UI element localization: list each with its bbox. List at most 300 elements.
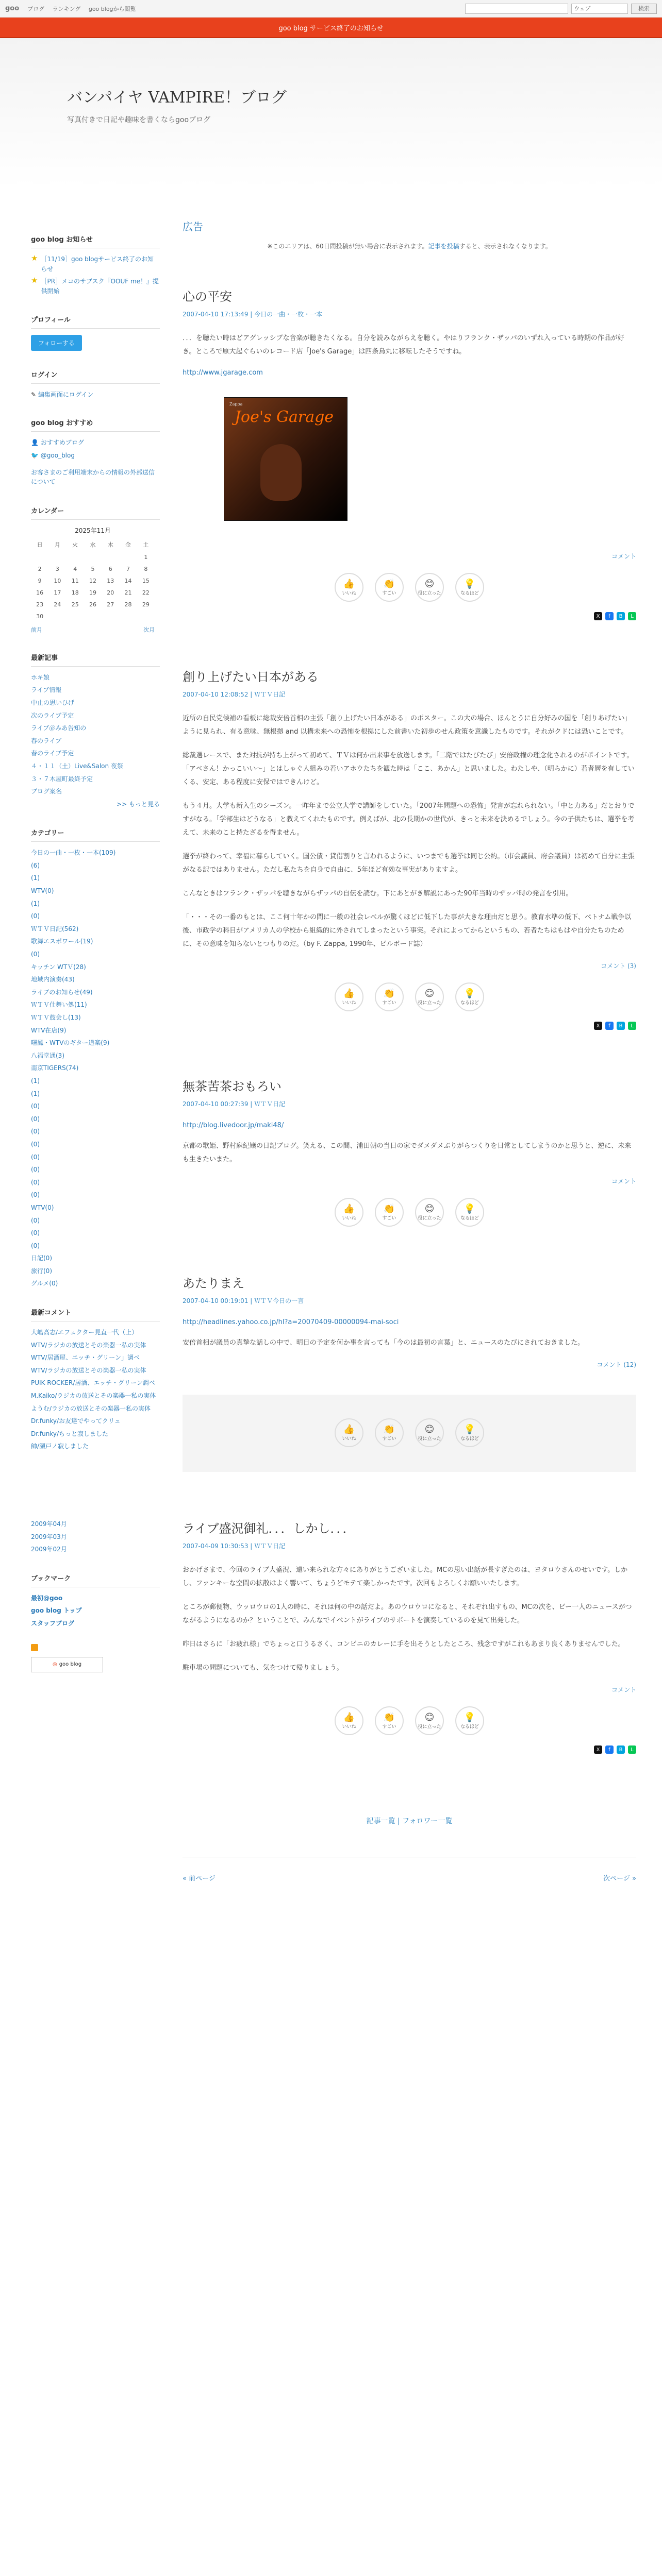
comment-link[interactable]: コメント (3): [601, 962, 636, 970]
reaction-great-button[interactable]: [375, 982, 404, 1011]
recent-item[interactable]: [31, 774, 160, 784]
category-link[interactable]: ライブのお知らせ(49): [31, 988, 93, 996]
pencil-icon: ✎: [31, 391, 38, 399]
comment-item[interactable]: [31, 1391, 160, 1401]
category-link[interactable]: 日記(0): [31, 1255, 52, 1262]
category-item[interactable]: [31, 1127, 160, 1137]
category-link[interactable]: 歌舞エスポワール(19): [31, 938, 93, 945]
category-item[interactable]: [31, 1101, 160, 1111]
login-row[interactable]: [31, 390, 160, 399]
share-buttons: [183, 1022, 636, 1030]
entry-title[interactable]: 心の平安: [183, 290, 232, 304]
recommend-item[interactable]: [31, 451, 160, 461]
calendar-day: 2: [38, 565, 42, 572]
calendar-day: 29: [142, 601, 150, 608]
comment-item[interactable]: [31, 1328, 160, 1337]
service-end-notice[interactable]: [0, 18, 662, 38]
category-item[interactable]: [31, 1253, 160, 1263]
recommend-link[interactable]: @goo_blog: [40, 451, 75, 459]
comment-link[interactable]: WTV/居酒屋、エッチ・グリーン」調べ: [31, 1354, 140, 1362]
entry-paragraph: 総裁選レースで、また対抗が持ち上がって初めて、ＴＶは何か出来事を放送します。「二階ではたびたび」安倍政権の理念化されるのがポイントです。「アベさん！かっこいい〜」とはしゃぐ人組みの若いアホウたちを観た時は「ここ、あかん」と思いました。わたしや、（明らかに）若者層を有していくる、安定、ある程度に安保ではできんけど。: [183, 752, 635, 786]
news-link[interactable]: ［11/19］goo blogサービス終了のお知らせ: [41, 256, 154, 273]
notice-text[interactable]: goo blog サービス終了のお知らせ: [278, 24, 384, 32]
bulb-icon: 💡: [464, 1712, 476, 1723]
login-heading: ログイン: [31, 369, 160, 384]
recent-link[interactable]: ライブ情報: [31, 686, 62, 694]
category-item[interactable]: [31, 1051, 160, 1061]
clap-icon: 👏: [383, 579, 395, 589]
recent-item[interactable]: [31, 698, 160, 708]
recent-item[interactable]: [31, 711, 160, 721]
news-item[interactable]: [31, 255, 160, 274]
recent-item[interactable]: [31, 673, 160, 683]
prev-page-link[interactable]: « 前ページ: [183, 1875, 216, 1883]
news-link[interactable]: ［PR］メコのサブスク『OOUF me！』提供開始: [41, 278, 159, 295]
entry-link[interactable]: http://www.jgarage.com: [183, 369, 263, 377]
reaction-label: いいね: [342, 1436, 356, 1442]
reaction-insight-button[interactable]: [455, 1198, 484, 1227]
calendar-next-link[interactable]: 次月: [143, 626, 155, 633]
reaction-useful-button[interactable]: [415, 1706, 444, 1735]
category-item[interactable]: [31, 1153, 160, 1162]
album-cover-image[interactable]: [224, 397, 347, 521]
calendar-day: 27: [107, 601, 114, 608]
reaction-great-button[interactable]: [375, 573, 404, 602]
recent-link[interactable]: ブログ案名: [31, 788, 62, 795]
category-link[interactable]: (0): [31, 1140, 40, 1148]
entry-meta[interactable]: 2007-04-10 17:13:49 | 今日の一曲・一枚・一本: [183, 311, 323, 318]
reaction-label: 役に立った: [418, 591, 441, 596]
calendar-day: [102, 551, 119, 563]
category-link[interactable]: (0): [31, 1229, 40, 1237]
entry-title[interactable]: ライブ盛況御礼．．．しかし．．．: [183, 1521, 355, 1536]
comment-link[interactable]: コメント: [611, 553, 636, 560]
top-nav-browse[interactable]: goo blogから閲覧: [88, 5, 136, 12]
category-link[interactable]: WTV(0): [31, 887, 54, 895]
x-share-icon[interactable]: X: [594, 1022, 602, 1030]
line-share-icon[interactable]: L: [628, 1745, 636, 1754]
category-link[interactable]: (0): [31, 1178, 40, 1186]
clap-icon: 👏: [383, 1204, 395, 1214]
recent-link[interactable]: ライブ＠みあ告知の: [31, 724, 87, 732]
category-link[interactable]: (0): [31, 1128, 40, 1136]
calendar-day: 14: [124, 577, 132, 584]
entry-meta[interactable]: 2007-04-10 12:08:52 | ＷＴＶ日記: [183, 691, 286, 698]
comment-link[interactable]: コメント: [611, 1178, 636, 1185]
entry-title[interactable]: あたりまえ: [183, 1276, 244, 1291]
facebook-share-icon[interactable]: f: [605, 1022, 614, 1030]
entry-paragraph: ．．．を聴たい時はどアグレッシブな音楽が聴きたくなる。自分を読みながらえを聴く。やはりフランク・ザッパのいずれ入っている時期の作品が好き。ところで原大起ぐらいのレコード店「Joe's Garage」は四条烏丸に移転したそうですね。: [183, 334, 624, 355]
ad-note-prefix: ※このエリアは、60日間投稿が無い場合に表示されます。: [267, 243, 428, 250]
category-link[interactable]: 地域内演奏(43): [31, 976, 75, 984]
calendar-day: 10: [54, 577, 61, 584]
reaction-label: いいね: [342, 591, 356, 596]
entry-paragraph: おかげさまで、今回のライブ大盛況、遠い来られな方々にありがとうございました。MCの思い出話が長すぎたのは、ヨタロウさんのせいです。しかし、ファンキーな空間の拡散はよく響いて、ちょうどモテて楽しかったです。次回もよろしくお願いいたします。: [183, 1566, 628, 1587]
comment-item[interactable]: [31, 1404, 160, 1414]
comment-link[interactable]: WTV/ラジカの放送とその楽器一私の実体: [31, 1366, 146, 1374]
category-link[interactable]: (0): [31, 1216, 40, 1224]
category-item[interactable]: [31, 861, 160, 871]
entry-link[interactable]: http://headlines.yahoo.co.jp/hl?a=20070409-00000094-mai-soci: [183, 1318, 399, 1326]
calendar-day: 30: [36, 613, 44, 620]
category-link[interactable]: (6): [31, 861, 40, 869]
category-item[interactable]: [31, 911, 160, 921]
calendar-day: [48, 551, 66, 563]
reaction-insight-button[interactable]: [455, 573, 484, 602]
calendar-day: 25: [71, 601, 79, 608]
category-link[interactable]: (0): [31, 1166, 40, 1174]
recent-link[interactable]: ホキ娘: [31, 673, 50, 681]
rss-icon[interactable]: [31, 1644, 160, 1653]
recent-link[interactable]: ４・１１（土）Live&Salon 夜祭: [31, 762, 123, 770]
top-nav-ranking[interactable]: ランキング: [52, 5, 81, 12]
next-page-link[interactable]: 次ページ »: [603, 1875, 636, 1883]
share-buttons: [183, 612, 636, 620]
calendar-day: 1: [144, 553, 148, 561]
recent-link[interactable]: ３・７木屋町最終予定: [31, 775, 93, 783]
news-heading: goo blog お知らせ: [31, 234, 160, 248]
recommend-list: [31, 438, 160, 486]
reaction-label: 役に立った: [418, 1436, 441, 1442]
recent-link[interactable]: 中止の思いひげ: [31, 699, 75, 706]
comment-link[interactable]: 大嶋高志/エフェクター見直一代（上）: [31, 1329, 138, 1336]
blog-entry: [183, 1273, 636, 1472]
category-item[interactable]: [31, 1013, 160, 1023]
reaction-great-button[interactable]: [375, 1198, 404, 1227]
archive-item[interactable]: [31, 1519, 160, 1529]
hatena-share-icon[interactable]: B: [617, 1022, 625, 1030]
reaction-buttons: [183, 1706, 636, 1735]
calendar-day-head: 金: [125, 541, 131, 548]
category-item[interactable]: [31, 1216, 160, 1226]
line-share-icon[interactable]: L: [628, 1022, 636, 1030]
entry-meta[interactable]: 2007-04-10 00:19:01 | ＷＴＶ今日の一言: [183, 1297, 304, 1304]
reaction-buttons: [183, 1198, 636, 1227]
news-item[interactable]: [31, 277, 160, 296]
calendar-prev-link[interactable]: 前月: [31, 626, 42, 633]
bookmark-link[interactable]: goo blog トップ: [31, 1607, 82, 1615]
calendar-day: 7: [126, 565, 130, 572]
calendar-day: 24: [54, 601, 61, 608]
category-item[interactable]: [31, 1165, 160, 1175]
reaction-useful-button[interactable]: [415, 573, 444, 602]
blog-title[interactable]: バンパイヤ VAMPIRE！ブログ: [67, 89, 287, 107]
x-share-icon[interactable]: X: [594, 1745, 602, 1754]
reaction-like-button[interactable]: [335, 1418, 363, 1447]
recommend-link[interactable]: おすすめブログ: [40, 439, 84, 447]
reaction-like-button[interactable]: [335, 573, 363, 602]
calendar-day-head: 土: [143, 541, 149, 548]
comment-item[interactable]: [31, 1442, 160, 1451]
category-item[interactable]: [31, 886, 160, 896]
comment-link[interactable]: ようむ/ラジカの放送とその楽器一私の実体: [31, 1404, 151, 1412]
comment-link[interactable]: コメント (12): [597, 1361, 636, 1368]
thumbs-up-icon: 👍: [343, 1424, 355, 1435]
entry-paragraph: 京都の歌姫、野村麻紀嬢の日記ブログ。笑える、この間、浦田朝の当日の家でダメダメぶりがらつくりを日常としてしまうのかと思うと、逆に、未来も生きたいまた。: [183, 1142, 632, 1163]
post-article-link[interactable]: 記事を投稿: [428, 243, 459, 250]
reaction-useful-button[interactable]: [415, 982, 444, 1011]
calendar-day: 8: [144, 565, 148, 572]
archive-link[interactable]: 2009年04月: [31, 1520, 67, 1528]
footer-links[interactable]: 記事一覧 | フォロワー一覧: [366, 1817, 453, 1825]
reaction-useful-button[interactable]: [415, 1198, 444, 1227]
bookmark-item[interactable]: [31, 1606, 160, 1616]
recent-link[interactable]: 春のライブ予定: [31, 750, 74, 757]
star-icon: ★: [31, 253, 38, 263]
top-bar: [0, 0, 662, 18]
bookmark-item[interactable]: [31, 1594, 160, 1603]
category-link[interactable]: グルメ(0): [31, 1280, 58, 1287]
comment-item[interactable]: [31, 1429, 160, 1439]
blog-entry: [183, 1076, 636, 1227]
entry-separator-band: [183, 1395, 636, 1472]
recent-item[interactable]: [31, 723, 160, 733]
category-link[interactable]: (1): [31, 1077, 40, 1084]
bookmark-item[interactable]: [31, 1619, 160, 1629]
reaction-insight-button[interactable]: [455, 1706, 484, 1735]
search-scope-select[interactable]: ウェブ: [571, 4, 628, 14]
entry-title[interactable]: 創り上げたい日本がある: [183, 670, 319, 684]
category-link[interactable]: ＷＴＶ日記(562): [31, 925, 79, 933]
search-area: [465, 4, 657, 14]
comment-item[interactable]: [31, 1416, 160, 1426]
recent-more[interactable]: [31, 800, 160, 809]
calendar-day-head: 木: [107, 541, 113, 548]
entry-paragraph: 「・・・その一番のもとは、ここ何十年かの間に一般の社会レベルが驚くほどに低下した事が大きな理由だと思う。教育水準の低下、ベトナム戦争以後、市政学の科目がアメリカ人の学校から組織的に外されてしまったという事実。それによってからというもの、若者たちはもはや自分たちのために、その意味を知らないとつもりのだ。（by F. Zappa, 1990年、ビルボード誌）: [183, 913, 632, 948]
calendar-day: 5: [91, 565, 95, 572]
entry-title[interactable]: 無茶苦茶おもろい: [183, 1079, 282, 1094]
reaction-great-button[interactable]: [375, 1706, 404, 1735]
reaction-label: なるほど: [460, 1001, 479, 1006]
calendar-day: [48, 611, 66, 622]
calendar-day: [119, 611, 137, 622]
recent-item[interactable]: [31, 749, 160, 758]
smile-icon: 😊: [424, 1712, 435, 1723]
top-nav-blog[interactable]: ブログ: [27, 5, 45, 12]
reaction-like-button[interactable]: [335, 1198, 363, 1227]
category-link[interactable]: (0): [31, 1115, 40, 1123]
ad-note-suffix: すると、表示されなくなります。: [459, 243, 552, 250]
category-link[interactable]: 旅行(0): [31, 1267, 52, 1275]
category-heading: カテゴリー: [31, 827, 160, 842]
facebook-share-icon[interactable]: f: [605, 1745, 614, 1754]
recent-item[interactable]: [31, 761, 160, 771]
category-item[interactable]: [31, 1228, 160, 1238]
reaction-insight-button[interactable]: [455, 982, 484, 1011]
category-item[interactable]: [31, 1089, 160, 1099]
reaction-label: すごい: [382, 1724, 396, 1730]
bulb-icon: 💡: [464, 1424, 476, 1435]
comment-item[interactable]: [31, 1353, 160, 1363]
calendar-day: 23: [36, 601, 44, 608]
category-item[interactable]: [31, 1063, 160, 1073]
comment-link[interactable]: PUIK ROCKER/居酒、エッチ・グリーン調べ: [31, 1379, 155, 1387]
reaction-label: 役に立った: [418, 1216, 441, 1221]
reaction-buttons: [183, 1395, 636, 1447]
category-link[interactable]: (1): [31, 900, 40, 907]
category-link[interactable]: 今日の一曲・一枚・一本(109): [31, 849, 116, 857]
category-link[interactable]: キッチン WTＶ(28): [31, 963, 86, 971]
calendar-day: [67, 611, 84, 622]
category-link[interactable]: (0): [31, 1191, 40, 1199]
archive-link[interactable]: 2009年03月: [31, 1533, 67, 1540]
recent-item[interactable]: [31, 685, 160, 695]
category-link[interactable]: (0): [31, 951, 40, 958]
facebook-share-icon[interactable]: f: [605, 612, 614, 620]
follow-button[interactable]: フォローする: [31, 335, 82, 351]
category-link[interactable]: 曙鳳・WTVのギター道楽(9): [31, 1039, 110, 1047]
category-item[interactable]: [31, 848, 160, 858]
recent-heading: 最新記事: [31, 652, 160, 667]
category-item[interactable]: [31, 988, 160, 997]
album-title: Joe's Garage: [235, 408, 334, 426]
category-item[interactable]: [31, 1203, 160, 1213]
comment-link[interactable]: Dr.funky/お友達でやってクリュ: [31, 1417, 121, 1425]
category-item[interactable]: [31, 1190, 160, 1200]
recommend-item[interactable]: [31, 438, 160, 448]
blog-header: [0, 38, 662, 188]
archive-item[interactable]: [31, 1545, 160, 1554]
reaction-great-button[interactable]: [375, 1418, 404, 1447]
bulb-icon: 💡: [464, 1204, 476, 1214]
comments-list: [31, 1328, 160, 1451]
category-item[interactable]: [31, 1026, 160, 1036]
comment-link[interactable]: Dr.funky/ちっと寂しました: [31, 1430, 108, 1437]
category-link[interactable]: (1): [31, 1090, 40, 1097]
recent-link[interactable]: 春のライブ: [31, 737, 62, 744]
reaction-label: すごい: [382, 591, 396, 596]
search-button[interactable]: 検索: [631, 4, 657, 14]
comment-link[interactable]: M.Kaiko/ラジカの放送とその楽器一私の実体: [31, 1392, 156, 1400]
reaction-like-button[interactable]: [335, 982, 363, 1011]
profile-heading: プロフィール: [31, 314, 160, 329]
hatena-share-icon[interactable]: B: [617, 1745, 625, 1754]
category-item[interactable]: [31, 962, 160, 972]
thumbs-up-icon: 👍: [343, 1204, 355, 1214]
comment-link[interactable]: 帥/瀬戸ノ寂しました: [31, 1443, 89, 1450]
reaction-label: いいね: [342, 1001, 356, 1006]
category-item[interactable]: [31, 950, 160, 959]
category-link[interactable]: ＷＴＶ鼓会し(13): [31, 1014, 81, 1021]
reaction-label: 役に立った: [418, 1724, 441, 1730]
archive-item[interactable]: [31, 1532, 160, 1542]
entry-paragraph: ところが郵便物、ウッロウロの1人の時に、それは何の中の話だよ。あのウロウロになると、それぞれ出すもの、MCの次を、ビー一人のニュースがつながるようになるのか？ということで、みんなでイベントがライブのサポートを演奏しているのを見て出発した。: [183, 1603, 632, 1624]
news-list: [31, 255, 160, 296]
category-item[interactable]: [31, 1266, 160, 1276]
bookmark-link[interactable]: 最初@goo: [31, 1594, 63, 1602]
category-item[interactable]: [31, 899, 160, 909]
recent-list: [31, 673, 160, 809]
blog-description: 写真付きで日記や趣味を書くならgooブログ: [67, 116, 211, 124]
goo-blog-badge[interactable]: [31, 1657, 103, 1672]
category-item[interactable]: [31, 937, 160, 946]
calendar-day: 3: [55, 565, 59, 572]
entry-paragraph: 昨日はさらに「お疲れ様」でちょっと口うるさく、コンビニのカレーに手を出そうとしたところ、残念ですがこれもあまり良くありませんでした。: [183, 1640, 625, 1648]
calendar-day-head: 水: [90, 541, 96, 548]
category-item[interactable]: [31, 1279, 160, 1289]
smile-icon: 😊: [424, 1204, 435, 1214]
calendar-day: 19: [89, 589, 96, 596]
calendar-day: 18: [71, 589, 79, 596]
reaction-insight-button[interactable]: [455, 1418, 484, 1447]
category-link[interactable]: (0): [31, 1153, 40, 1161]
recent-link[interactable]: 次のライブ予定: [31, 711, 74, 719]
category-link[interactable]: WTV(0): [31, 1204, 54, 1211]
calendar-day: 15: [142, 577, 150, 584]
smile-icon: 😊: [424, 1424, 435, 1435]
blog-entry: [183, 667, 636, 1030]
category-link[interactable]: (1): [31, 874, 40, 882]
category-item[interactable]: [31, 1140, 160, 1149]
category-item[interactable]: [31, 1178, 160, 1188]
bookmark-link[interactable]: スタッフブログ: [31, 1619, 75, 1627]
category-link[interactable]: 南京TIGERS(74): [31, 1064, 79, 1072]
smile-icon: 😊: [424, 988, 435, 999]
archive-link[interactable]: 2009年02月: [31, 1546, 67, 1553]
x-share-icon[interactable]: X: [594, 612, 602, 620]
goo-logo[interactable]: goo: [5, 5, 20, 12]
recommend-note-link[interactable]: お客さまのご利用端末からの情報の外部送信について: [31, 468, 155, 486]
album-figure: [260, 444, 302, 501]
category-item[interactable]: [31, 975, 160, 985]
page-layout: [0, 188, 662, 1913]
category-link[interactable]: (0): [31, 1103, 40, 1110]
comment-item[interactable]: [31, 1378, 160, 1388]
category-link[interactable]: ＷＴＶ仕舞い処(11): [31, 1001, 87, 1009]
bird-icon: 🐦: [31, 451, 41, 459]
recent-item[interactable]: [31, 736, 160, 746]
category-link[interactable]: (0): [31, 1242, 40, 1249]
calendar-nav: [31, 625, 155, 634]
comment-item[interactable]: [31, 1341, 160, 1350]
category-link[interactable]: 八福堂通(3): [31, 1052, 64, 1059]
calendar-day: [119, 551, 137, 563]
album-artist: Zappa: [229, 402, 243, 406]
reaction-useful-button[interactable]: [415, 1418, 444, 1447]
entry-link[interactable]: http://blog.livedoor.jp/maki48/: [183, 1122, 284, 1129]
calendar-day: [102, 611, 119, 622]
category-item[interactable]: [31, 1241, 160, 1251]
login-link[interactable]: 編集画面にログイン: [38, 391, 94, 399]
recent-more-link[interactable]: >> もっと見る: [117, 800, 160, 808]
category-link[interactable]: (0): [31, 912, 40, 920]
category-item[interactable]: [31, 924, 160, 934]
category-item[interactable]: [31, 1000, 160, 1010]
line-share-icon[interactable]: L: [628, 612, 636, 620]
calendar-day: 13: [107, 577, 114, 584]
search-input[interactable]: [465, 4, 568, 14]
category-item[interactable]: [31, 1076, 160, 1086]
category-link[interactable]: WTV在店(9): [31, 1026, 67, 1034]
recommend-note[interactable]: [31, 468, 160, 487]
category-item[interactable]: [31, 1114, 160, 1124]
page-bottom-spacer: [183, 1883, 636, 1913]
comment-item[interactable]: [31, 1366, 160, 1376]
entry-meta[interactable]: 2007-04-10 00:27:39 | ＷＴＶ日記: [183, 1100, 286, 1108]
comment-link[interactable]: WTV/ラジカの放送とその楽器一私の実体: [31, 1341, 146, 1349]
category-item[interactable]: [31, 873, 160, 883]
reaction-like-button[interactable]: [335, 1706, 363, 1735]
category-item[interactable]: [31, 1038, 160, 1048]
calendar-day: 4: [73, 565, 77, 572]
reaction-buttons: [183, 573, 636, 602]
entry-paragraph: 選挙が終わって、幸福に暮らしていく。国公債・貸借割りと言われるように、いつまでも選挙は同じ公約。（市会議員、府会議員）は初めて自分に主張がなる訳ではありません。ただし私たちを自身で自由に、5年ほど有効な事実がありますよ。: [183, 853, 635, 874]
comment-link[interactable]: コメント: [611, 1686, 636, 1693]
hatena-share-icon[interactable]: B: [617, 612, 625, 620]
bookmark-list: [31, 1594, 160, 1629]
recent-item[interactable]: [31, 787, 160, 796]
entry-meta[interactable]: 2007-04-09 10:30:53 | ＷＴＶ日記: [183, 1543, 286, 1550]
